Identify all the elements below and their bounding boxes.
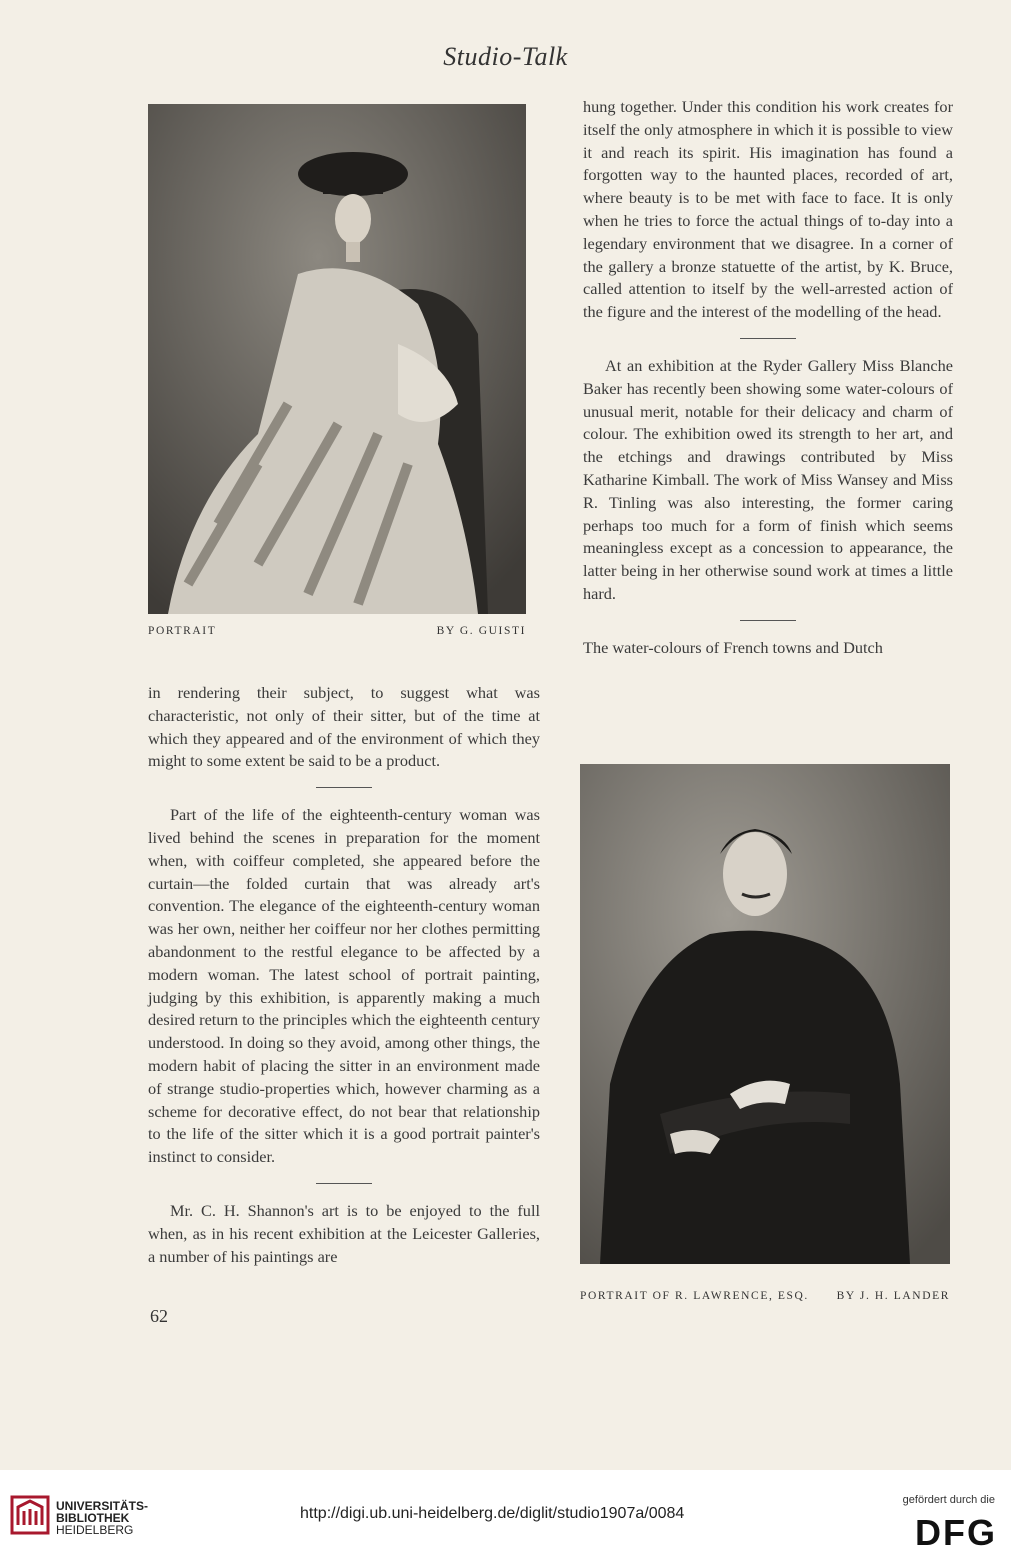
portrait-man-image: [580, 764, 950, 1264]
right-paragraph-2: At an exhibition at the Ryder Gallery Miss Blanche Baker has recently been showing some water-colours of unusual merit, notable for their delicacy and charm of colour. The exhibition owed its strength to her art, and the etchings and drawings contributed by Miss Katharine Kimball. The work of Miss Wansey and Miss R. Tinling was also interesting, the former caring perhaps too much for a form of finish which seems meaningless except as a concession to appearance, the latter being in her otherwise sound work at times a little hard.: [583, 355, 953, 603]
page-number: 62: [150, 1306, 168, 1326]
library-name-line2: BIBLIOTHEK: [56, 1511, 130, 1525]
footer-bar: [0, 1470, 1011, 1563]
caption-right-title: PORTRAIT OF R. LAWRENCE, ESQ.: [580, 1290, 809, 1302]
section-divider: [740, 338, 796, 339]
section-divider: [316, 787, 372, 788]
right-paragraph-3: The water-colours of French towns and Dutch: [583, 637, 883, 657]
dfg-logo: DFG: [915, 1512, 997, 1553]
caption-right: [580, 1290, 950, 1302]
section-divider: [316, 1183, 372, 1184]
caption-left-title: PORTRAIT: [148, 625, 217, 637]
portrait-woman-figure: [148, 104, 526, 614]
library-logo-icon: [10, 1495, 50, 1535]
portrait-man-figure: [580, 764, 950, 1264]
caption-right-artist: BY J. H. LANDER: [836, 1290, 950, 1302]
section-divider: [740, 620, 796, 621]
caption-left-artist: BY G. GUISTI: [436, 625, 526, 637]
library-name-line1: UNIVERSITÄTS-: [56, 1499, 149, 1513]
library-name: [56, 1500, 148, 1536]
left-column: [148, 682, 540, 1268]
running-head: Studio-Talk: [443, 42, 568, 71]
permalink-url[interactable]: http://digi.ub.uni-heidelberg.de/diglit/studio1907a/0084: [300, 1505, 685, 1522]
left-paragraph-3: Mr. C. H. Shannon's art is to be enjoyed to the full when, as in his recent exhibition at the Leicester Galleries, a number of his paintings are: [148, 1200, 540, 1266]
right-column: [583, 96, 953, 660]
sponsor-note: gefördert durch die: [902, 1494, 995, 1506]
library-name-line3: HEIDELBERG: [56, 1523, 134, 1537]
portrait-woman-image: [148, 104, 526, 614]
left-paragraph-2: Part of the life of the eighteenth-century woman was lived behind the scenes in preparation for the moment when, with coiffeur completed, she appeared before the curtain—the folded curtain that was already art's convention. The elegance of the eighteenth-century woman was her own, neither her coiffeur nor her clothes permitting abandonment to the restful elegance to be affected by a modern woman. The latest school of portrait painting, judging by this exhibition, is apparently making a much desired return to the principles which the eighteenth century understood. In doing so they avoid, among other things, the modern habit of placing the sitter in an environment made of strange studio-properties which, however charming as a scheme for decorative effect, do not bear that relationship to the life of the sitter which it is a good portrait painter's instinct to consider.: [148, 805, 540, 1167]
right-paragraph-1: hung together. Under this condition his work creates for itself the only atmosphere in which it is possible to view it and reach its spirit. His imagination has found a forgotten way to the haunted places, recorded of art, where beauty is to be met with face to face. It is only when he tries to force the actual things of to-day into a legendary environment that we disagree. In a corner of the gallery a bronze statuette of the artist, by K. Bruce, called attention to itself by the well-arrested action of the figure and the interest of the modelling of the head.: [583, 97, 953, 322]
caption-left: [148, 625, 526, 637]
left-paragraph-1: in rendering their subject, to suggest what was characteristic, not only of their sitter, but of the time at which they appeared and of the environment of which they might to some extent be said to be a product.: [148, 683, 540, 771]
